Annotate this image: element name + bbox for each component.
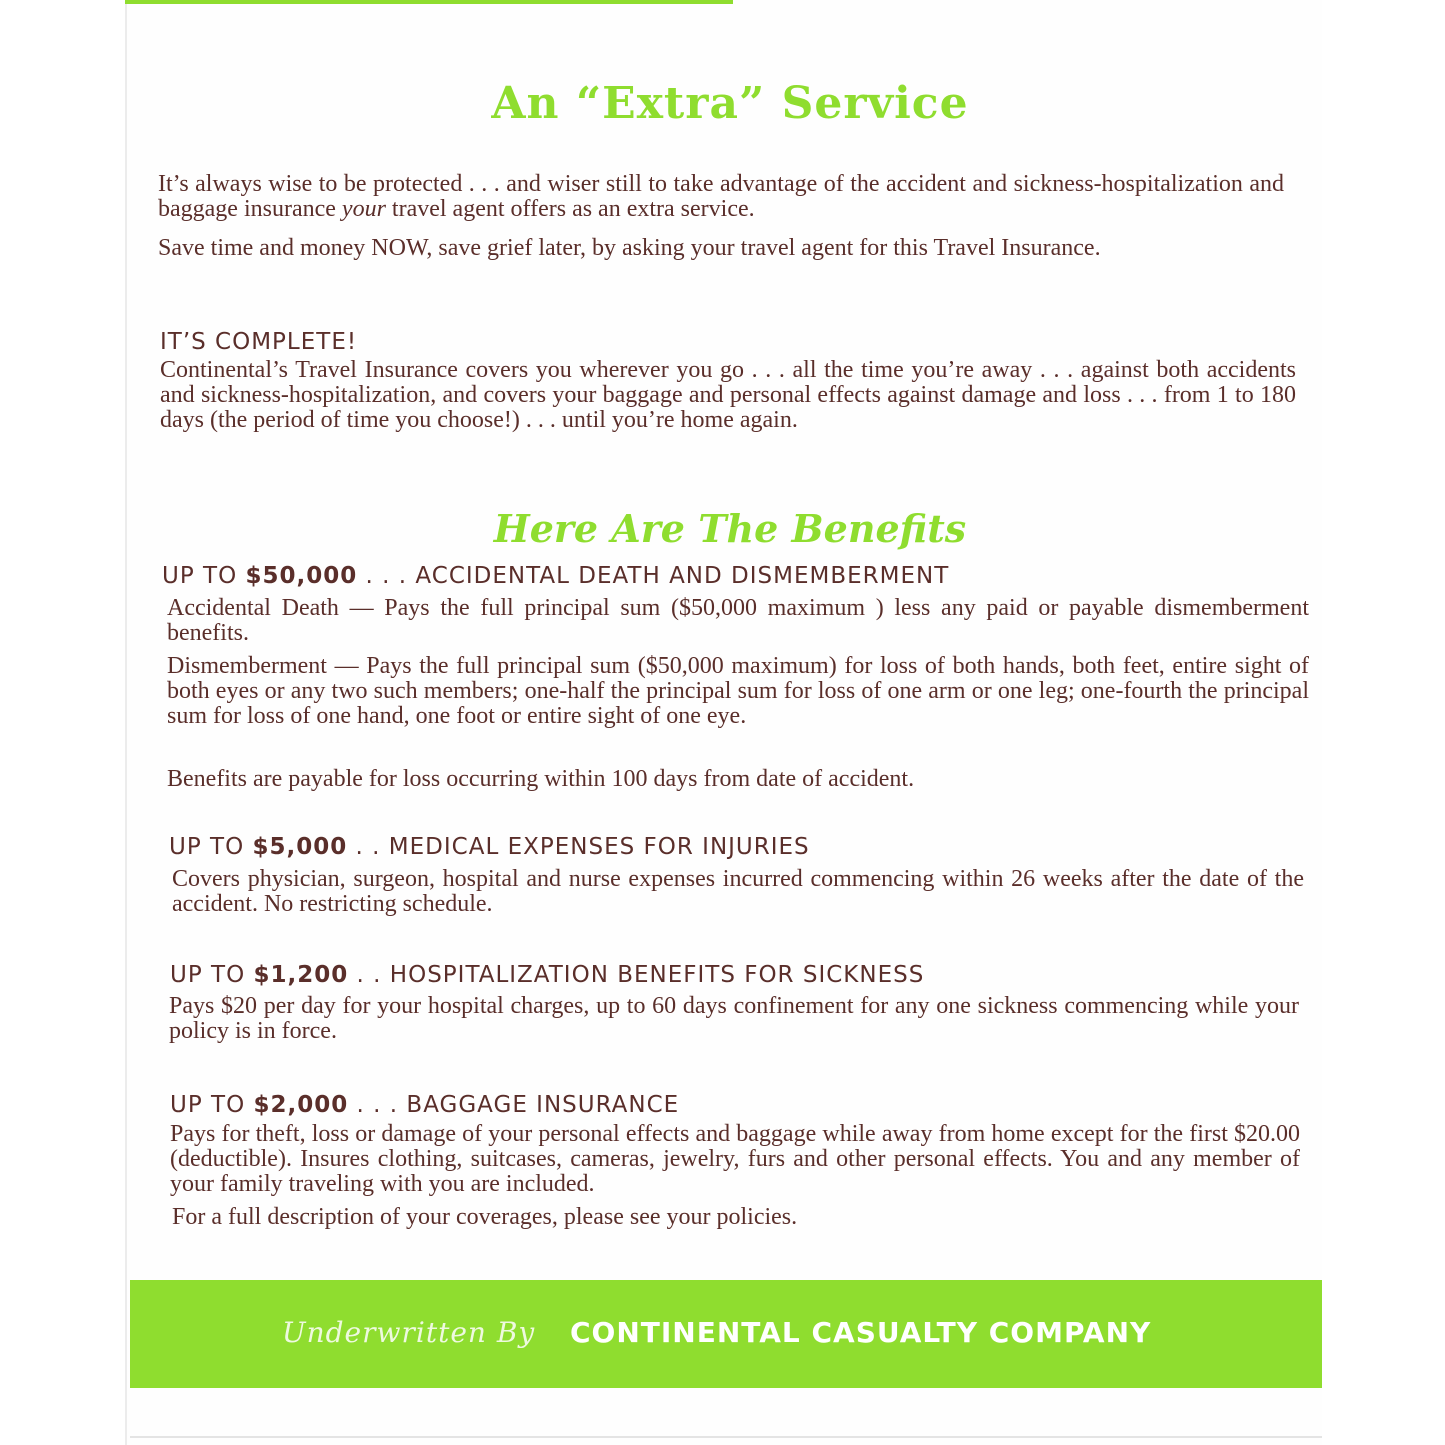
intro-paragraph-1 — [158, 172, 1284, 222]
page-edge — [125, 0, 127, 1445]
complete-heading: IT’S COMPLETE! — [160, 329, 358, 355]
benefit-heading-death — [162, 563, 949, 589]
benefit-paragraph: For a full description of your coverages, please see your policies. — [172, 1204, 798, 1230]
benefit-label: . . HOSPITALIZATION BENEFITS FOR SICKNESS — [348, 962, 925, 988]
benefit-label: . . MEDICAL EXPENSES FOR INJURIES — [347, 834, 810, 860]
complete-paragraph: Continental’s Travel Insurance covers you wherever you go . . . all the time you’re away . . . against both accidents and sickness-hospitalization, and covers your baggage and personal effects against damage and loss . . . from 1 to 180 days (the period of time you choose!) . . . until you’re home again. — [160, 357, 1296, 433]
intro-text-start: It’s always wise to be protected . . . and wiser still to take advantage of the accident and sickness-hospitalization and baggage insurance — [158, 171, 1284, 222]
underwritten-label: Underwritten By — [282, 1316, 536, 1349]
intro-paragraph-2: Save time and money NOW, save grief later, by asking your travel agent for this Travel Insurance. — [158, 235, 1101, 261]
benefit-amount: $50,000 — [245, 563, 358, 589]
benefit-label: . . . ACCIDENTAL DEATH AND DISMEMBERMENT — [357, 563, 950, 589]
company-name: CONTINENTAL CASUALTY COMPANY — [570, 1316, 1152, 1349]
benefit-prefix: UP TO — [170, 962, 254, 988]
benefit-prefix: UP TO — [170, 1092, 254, 1118]
benefit-prefix: UP TO — [169, 834, 253, 860]
benefit-prefix: UP TO — [162, 563, 246, 589]
intro-text-end: travel agent offers as an extra service. — [385, 196, 755, 222]
benefit-heading-medical — [169, 834, 810, 860]
top-accent-bar — [125, 0, 733, 4]
benefit-paragraph: Dismemberment — Pays the full principal sum ($50,000 maximum) for loss of both hands, both feet, entire sight of both eyes or any two such members; one-half the principal sum for loss of one arm or one leg; one-fourth the principal sum for loss of one hand, one foot or entire sight of one eye. — [167, 653, 1309, 729]
intro-emphasis: your — [341, 196, 386, 222]
footer-band — [130, 1280, 1322, 1388]
benefit-paragraph: Pays for theft, loss or damage of your personal effects and baggage while away from home except for the first $20.00 (deductible). Insures clothing, suitcases, cameras, jewelry, furs and other personal effects. You and any member of your family traveling with you are included. — [170, 1121, 1300, 1197]
benefit-heading-baggage — [170, 1092, 679, 1118]
benefit-paragraph: Pays $20 per day for your hospital charges, up to 60 days confinement for any one sickness commencing while your policy is in force. — [169, 993, 1299, 1044]
benefit-amount: $5,000 — [252, 834, 348, 860]
page-bottom-edge — [130, 1436, 1322, 1438]
benefit-heading-hospitalization — [170, 962, 924, 988]
benefit-paragraph: Accidental Death — Pays the full principal sum ($50,000 maximum ) less any paid or payable dismemberment benefits. — [167, 595, 1309, 646]
benefit-amount: $1,200 — [253, 962, 349, 988]
benefit-paragraph: Benefits are payable for loss occurring within 100 days from date of accident. — [167, 766, 915, 792]
benefit-paragraph: Covers physician, surgeon, hospital and nurse expenses incurred commencing within 26 weeks after the date of the accident. No restricting schedule. — [172, 866, 1304, 917]
benefits-title: Here Are The Benefits — [493, 506, 967, 551]
benefit-amount: $2,000 — [253, 1092, 349, 1118]
benefit-label: . . . BAGGAGE INSURANCE — [348, 1092, 680, 1118]
page-title: An “Extra” Service — [491, 78, 969, 129]
